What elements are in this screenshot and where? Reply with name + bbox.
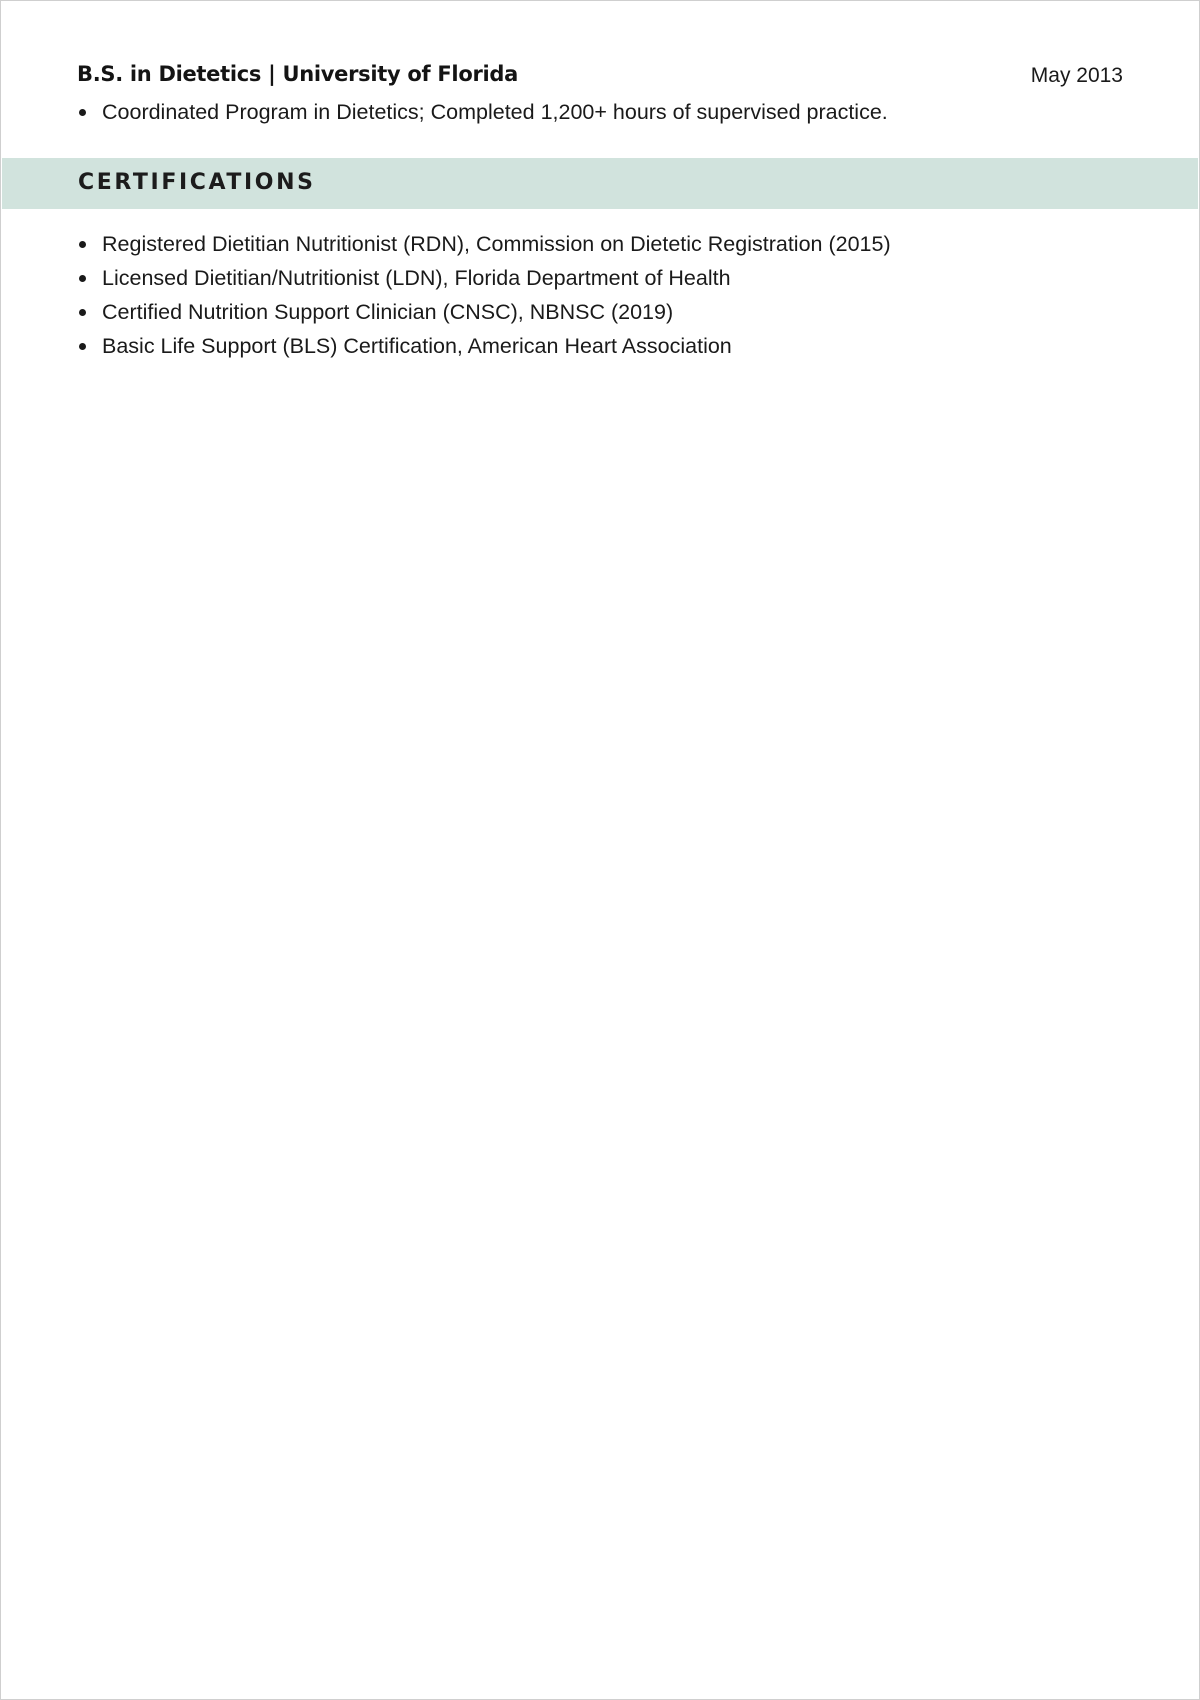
education-detail-item: Coordinated Program in Dietetics; Completed 1,200+ hours of supervised practice. [77, 95, 1123, 129]
certification-item: Licensed Dietitian/Nutritionist (LDN), Florida Department of Health [77, 261, 1123, 295]
section-title: CERTIFICATIONS [78, 170, 316, 195]
certification-item: Registered Dietitian Nutritionist (RDN), Commission on Dietetic Registration (2015) [77, 227, 1123, 261]
certifications-list [77, 227, 1123, 363]
graduation-date: May 2013 [1030, 64, 1123, 87]
education-entry [77, 59, 1123, 93]
certification-item: Basic Life Support (BLS) Certification, American Heart Association [77, 329, 1123, 363]
education-details-list [77, 95, 1123, 129]
certifications-section-header [2, 158, 1198, 209]
degree-title: B.S. in Dietetics | University of Florida [77, 62, 519, 86]
certification-item: Certified Nutrition Support Clinician (CNSC), NBNSC (2019) [77, 295, 1123, 329]
